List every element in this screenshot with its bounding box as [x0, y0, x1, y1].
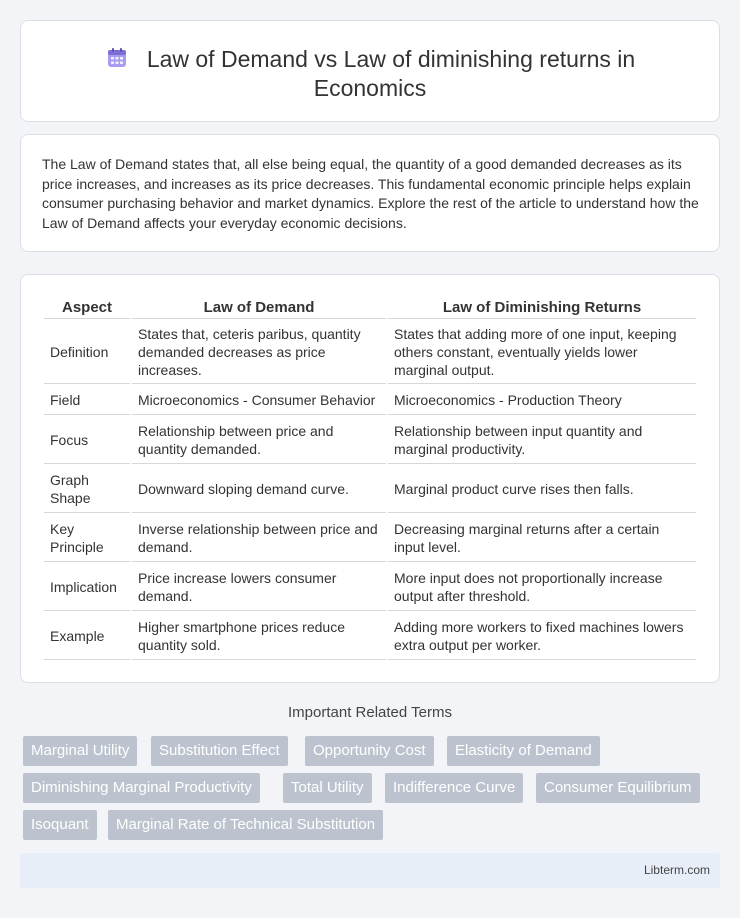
cell-diminishing: Decreasing marginal returns after a certain input level.	[388, 515, 696, 562]
tag-marginal-rate-of-technical-substitution[interactable]: Marginal Rate of Technical Substitution	[108, 810, 383, 840]
tag-total-utility[interactable]: Total Utility	[283, 773, 372, 803]
page-title	[61, 45, 679, 103]
header-aspect: Aspect	[44, 297, 130, 319]
table-row	[44, 417, 696, 464]
cell-diminishing: Adding more workers to fixed machines lowers extra output per worker.	[388, 613, 696, 660]
header-law-of-demand: Law of Demand	[132, 297, 386, 319]
tag-diminishing-marginal-productivity[interactable]: Diminishing Marginal Productivity	[23, 773, 260, 803]
cell-diminishing: Relationship between input quantity and marginal productivity.	[388, 417, 696, 464]
footer	[20, 853, 720, 888]
page-title-text: Law of Demand vs Law of diminishing returns in Economics	[146, 46, 636, 101]
table-row	[44, 386, 696, 415]
tag-isoquant[interactable]: Isoquant	[23, 810, 97, 840]
tag-marginal-utility[interactable]: Marginal Utility	[23, 736, 137, 766]
cell-demand: Price increase lowers consumer demand.	[132, 564, 386, 611]
cell-aspect: Graph Shape	[44, 466, 130, 513]
header-card	[20, 20, 720, 122]
cell-diminishing: States that adding more of one input, keeping others constant, eventually yields lower marginal output.	[388, 321, 696, 384]
table-header-row	[44, 297, 696, 319]
cell-diminishing: More input does not proportionally increase output after threshold.	[388, 564, 696, 611]
table-row	[44, 613, 696, 660]
cell-aspect: Example	[44, 613, 130, 660]
tag-opportunity-cost[interactable]: Opportunity Cost	[305, 736, 434, 766]
table-row	[44, 321, 696, 384]
cell-diminishing: Marginal product curve rises then falls.	[388, 466, 696, 513]
cell-diminishing: Microeconomics - Production Theory	[388, 386, 696, 415]
cell-aspect: Definition	[44, 321, 130, 384]
cell-aspect: Key Principle	[44, 515, 130, 562]
tag-substitution-effect[interactable]: Substitution Effect	[151, 736, 288, 766]
cell-demand: Inverse relationship between price and demand.	[132, 515, 386, 562]
related-terms-title: Important Related Terms	[288, 704, 452, 721]
cell-aspect: Focus	[44, 417, 130, 464]
table-row	[44, 515, 696, 562]
header-law-of-diminishing-returns: Law of Diminishing Returns	[388, 297, 696, 319]
cell-demand: Higher smartphone prices reduce quantity sold.	[132, 613, 386, 660]
cell-aspect: Implication	[44, 564, 130, 611]
table-row	[44, 466, 696, 513]
cell-demand: Downward sloping demand curve.	[132, 466, 386, 513]
tag-elasticity-of-demand[interactable]: Elasticity of Demand	[447, 736, 600, 766]
comparison-table	[42, 295, 698, 662]
comparison-table-card	[20, 274, 720, 683]
cell-aspect: Field	[44, 386, 130, 415]
cell-demand: Relationship between price and quantity demanded.	[132, 417, 386, 464]
table-row	[44, 564, 696, 611]
cell-demand: Microeconomics - Consumer Behavior	[132, 386, 386, 415]
tag-consumer-equilibrium[interactable]: Consumer Equilibrium	[536, 773, 700, 803]
calendar-icon	[105, 46, 129, 70]
cell-demand: States that, ceteris paribus, quantity demanded decreases as price increases.	[132, 321, 386, 384]
footer-site-link[interactable]: Libterm.com	[643, 863, 710, 877]
intro-card	[20, 134, 720, 252]
intro-paragraph: The Law of Demand states that, all else being equal, the quantity of a good demanded decreases as its price increases, and increases as its price decreases. This fundamental economic principle helps explain consumer purchasing behavior and market dynamics. Explore the rest of the article to understand how the Law of Demand affects your everyday economic decisions.	[42, 156, 699, 231]
tag-indifference-curve[interactable]: Indifference Curve	[385, 773, 523, 803]
